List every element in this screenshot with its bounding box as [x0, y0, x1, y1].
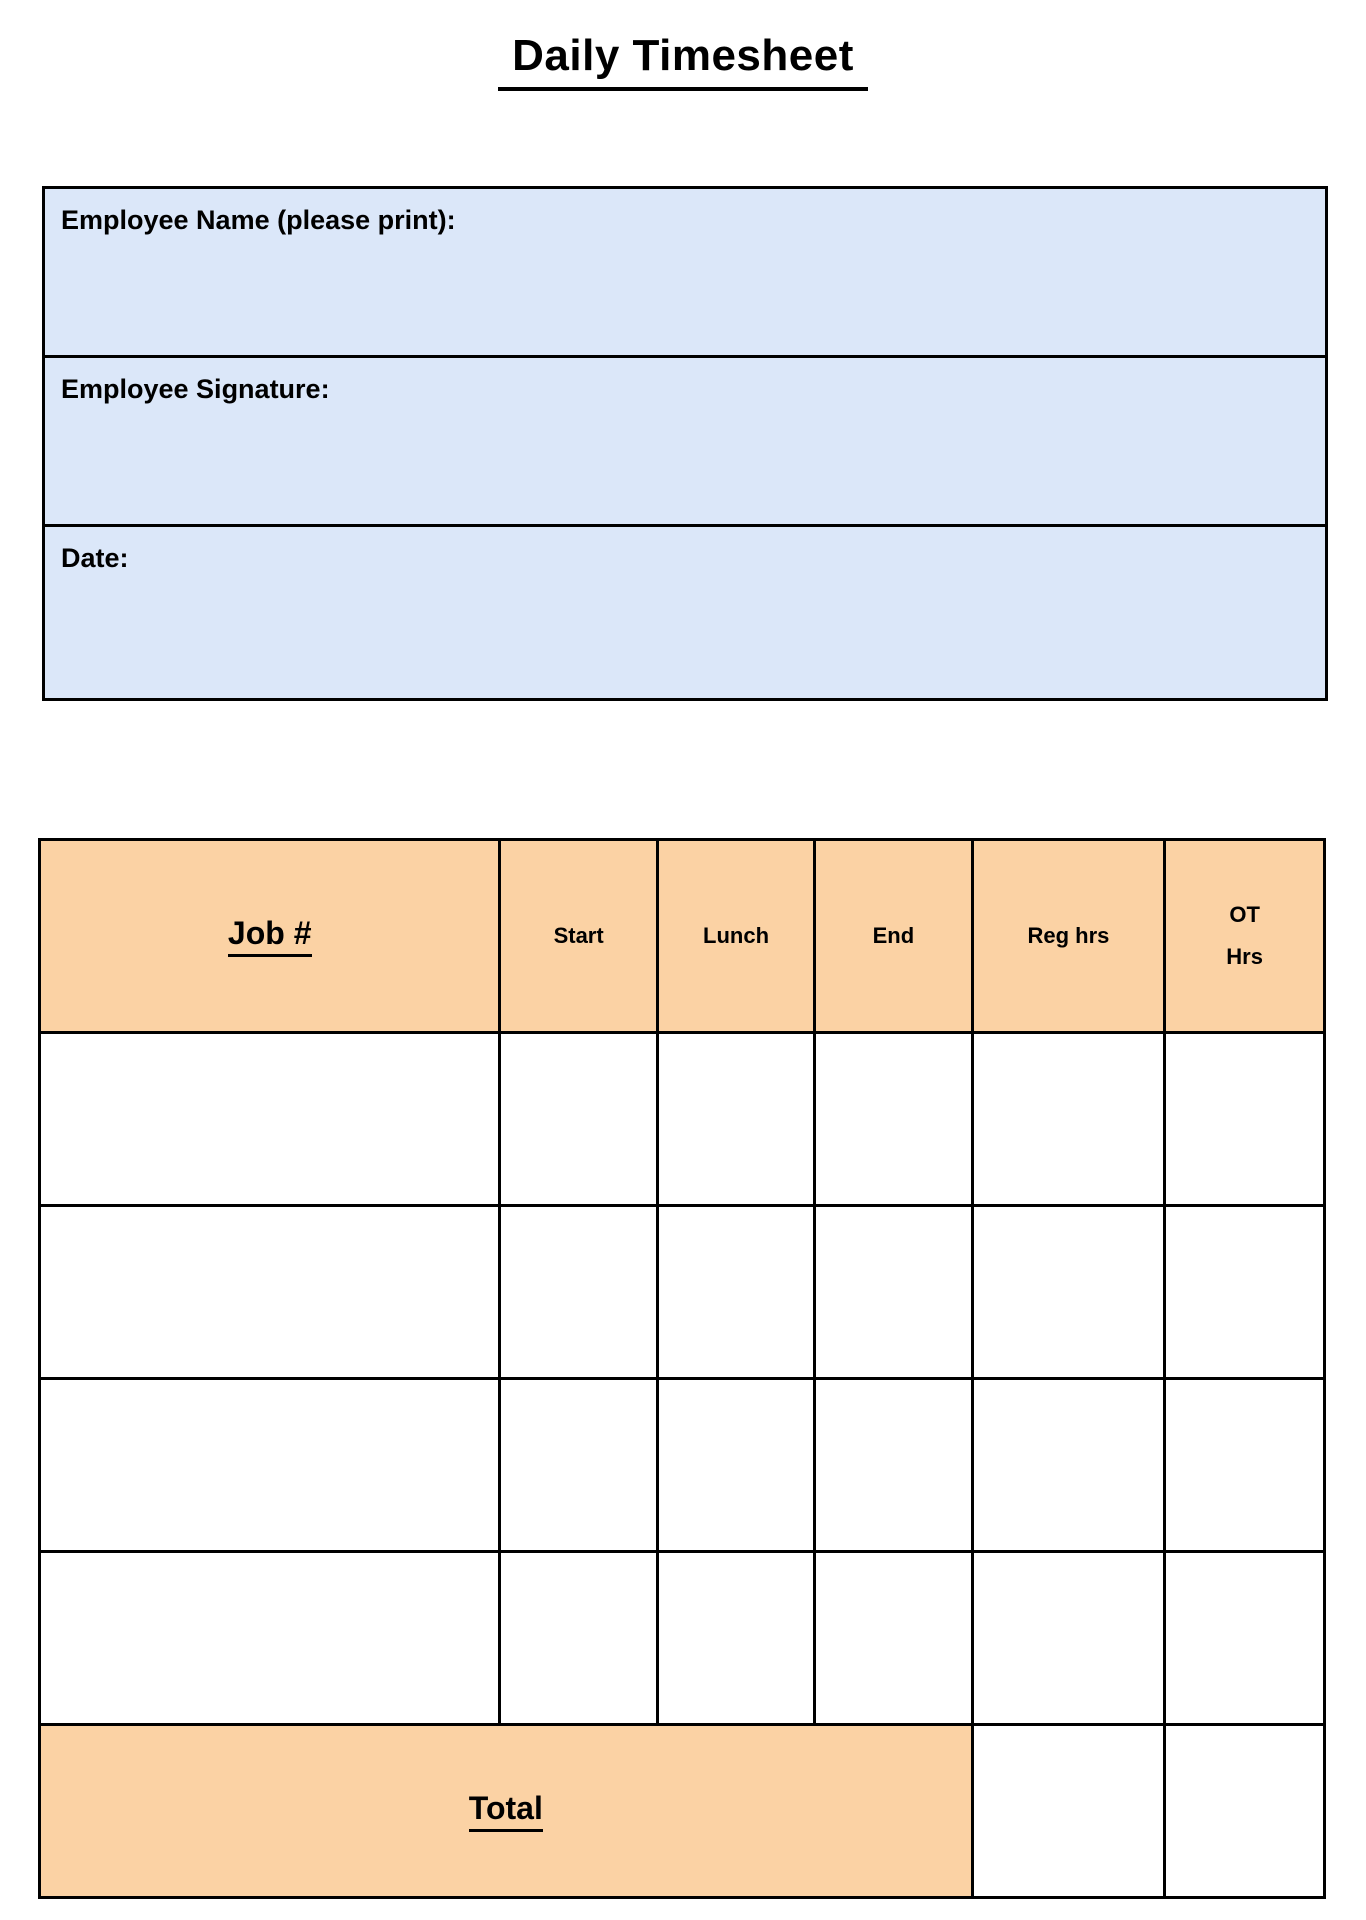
cell-lunch[interactable] [657, 1552, 814, 1725]
cell-ot-hrs[interactable] [1165, 1033, 1325, 1206]
cell-ot-hrs[interactable] [1165, 1379, 1325, 1552]
table-row [40, 1206, 1325, 1379]
column-header-end: End [815, 840, 972, 1033]
column-header-reg-hrs: Reg hrs [972, 840, 1165, 1033]
cell-start[interactable] [500, 1033, 657, 1206]
page-title: Daily Timesheet [498, 28, 868, 91]
cell-end[interactable] [815, 1379, 972, 1552]
column-header-ot-line1: OT [1229, 902, 1260, 928]
page-title-wrap [0, 0, 1366, 91]
employee-signature-row [44, 357, 1327, 526]
cell-lunch[interactable] [657, 1379, 814, 1552]
total-ot-hrs[interactable] [1165, 1725, 1325, 1898]
cell-start[interactable] [500, 1379, 657, 1552]
cell-reg-hrs[interactable] [972, 1033, 1165, 1206]
cell-job-number[interactable] [40, 1379, 500, 1552]
table-row [40, 1552, 1325, 1725]
employee-name-row [44, 188, 1327, 357]
column-header-job-number: Job # [40, 840, 500, 1033]
cell-start[interactable] [500, 1206, 657, 1379]
total-label: Total [40, 1725, 973, 1898]
cell-ot-hrs[interactable] [1165, 1206, 1325, 1379]
cell-ot-hrs[interactable] [1165, 1552, 1325, 1725]
cell-end[interactable] [815, 1206, 972, 1379]
cell-job-number[interactable] [40, 1033, 500, 1206]
column-header-start: Start [500, 840, 657, 1033]
total-reg-hrs[interactable] [972, 1725, 1165, 1898]
total-row [40, 1725, 1325, 1898]
column-header-ot-hrs [1165, 840, 1325, 1033]
cell-job-number[interactable] [40, 1552, 500, 1725]
cell-lunch[interactable] [657, 1206, 814, 1379]
column-header-lunch: Lunch [657, 840, 814, 1033]
cell-job-number[interactable] [40, 1206, 500, 1379]
table-header-row [40, 840, 1325, 1033]
cell-end[interactable] [815, 1033, 972, 1206]
cell-start[interactable] [500, 1552, 657, 1725]
cell-end[interactable] [815, 1552, 972, 1725]
timesheet-entries-table [38, 838, 1326, 1899]
date-field[interactable]: Date: [44, 526, 1327, 700]
cell-reg-hrs[interactable] [972, 1379, 1165, 1552]
employee-signature-field[interactable]: Employee Signature: [44, 357, 1327, 526]
cell-lunch[interactable] [657, 1033, 814, 1206]
date-row [44, 526, 1327, 700]
table-row [40, 1033, 1325, 1206]
employee-name-field[interactable]: Employee Name (please print): [44, 188, 1327, 357]
table-row [40, 1379, 1325, 1552]
employee-info-table [42, 186, 1328, 701]
cell-reg-hrs[interactable] [972, 1206, 1165, 1379]
column-header-ot-line2: Hrs [1226, 944, 1263, 969]
cell-reg-hrs[interactable] [972, 1552, 1165, 1725]
